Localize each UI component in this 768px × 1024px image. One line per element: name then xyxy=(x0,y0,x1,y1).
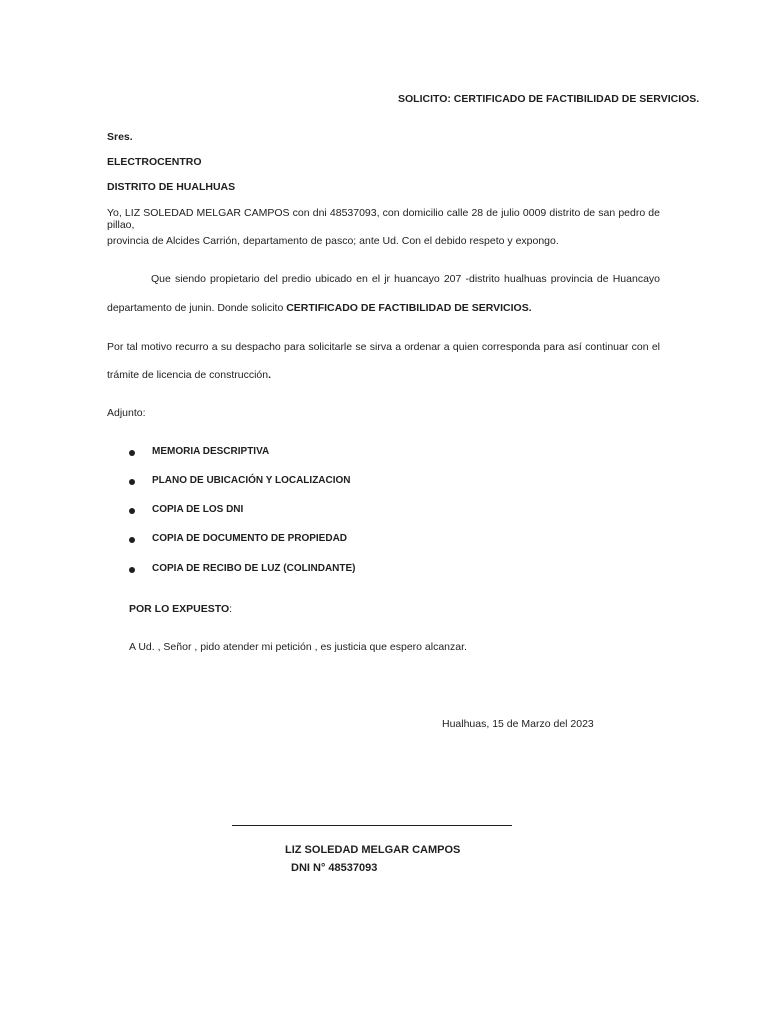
bullet-icon xyxy=(129,479,135,485)
attachment-item: COPIA DE LOS DNI xyxy=(152,504,244,515)
paragraph-2-line-1: Por tal motivo recurro a su despacho para solicitarle se sirva a ordenar a quien corresponda para así continuar con el xyxy=(107,341,660,353)
place-date: Hualhuas, 15 de Marzo del 2023 xyxy=(442,718,594,730)
paragraph-2-line-2 xyxy=(107,369,271,381)
closing-label xyxy=(129,603,232,615)
paragraph-1-bold: CERTIFICADO DE FACTIBILIDAD DE SERVICIOS. xyxy=(286,302,532,314)
closing-text: A Ud. , Señor , pido atender mi petición , es justicia que espero alcanzar. xyxy=(129,641,467,653)
attachment-item: COPIA DE DOCUMENTO DE PROPIEDAD xyxy=(152,533,348,544)
signer-dni: DNI N° 48537093 xyxy=(291,862,378,874)
attachment-item: COPIA DE RECIBO DE LUZ (COLINDANTE) xyxy=(152,563,356,574)
bullet-icon xyxy=(129,537,135,543)
addressee-district: DISTRITO DE HUALHUAS xyxy=(107,181,236,193)
paragraph-2-text: trámite de licencia de construcción xyxy=(107,369,269,381)
intro-line-1: Yo, LIZ SOLEDAD MELGAR CAMPOS con dni 48537093, con domicilio calle 28 de julio 0009 distrito de san pedro de pillao, xyxy=(107,207,660,231)
addressee-org: ELECTROCENTRO xyxy=(107,156,202,168)
intro-line-2: provincia de Alcides Carrión, departamento de pasco; ante Ud. Con el debido respeto y expongo. xyxy=(107,235,559,247)
closing-label-colon: : xyxy=(229,603,233,615)
closing-label-text: POR LO EXPUESTO xyxy=(129,603,230,615)
attachment-item: MEMORIA DESCRIPTIVA xyxy=(152,446,270,457)
salutation: Sres. xyxy=(107,131,133,143)
paragraph-1-line-1: Que siendo propietario del predio ubicado en el jr huancayo 207 -distrito hualhuas provincia de Huancayo xyxy=(151,273,660,285)
paragraph-1-line-2 xyxy=(107,302,532,314)
signer-name: LIZ SOLEDAD MELGAR CAMPOS xyxy=(285,844,461,856)
signature-line xyxy=(232,825,512,826)
attachment-item: PLANO DE UBICACIÓN Y LOCALIZACION xyxy=(152,475,351,486)
paragraph-2-end: . xyxy=(268,369,272,381)
attachments-label: Adjunto: xyxy=(107,407,146,419)
bullet-icon xyxy=(129,508,135,514)
subject-line: SOLICITO: CERTIFICADO DE FACTIBILIDAD DE SERVICIOS. xyxy=(398,93,700,105)
bullet-icon xyxy=(129,567,135,573)
bullet-icon xyxy=(129,450,135,456)
paragraph-1-text: departamento de junin. Donde solicito xyxy=(107,302,287,314)
